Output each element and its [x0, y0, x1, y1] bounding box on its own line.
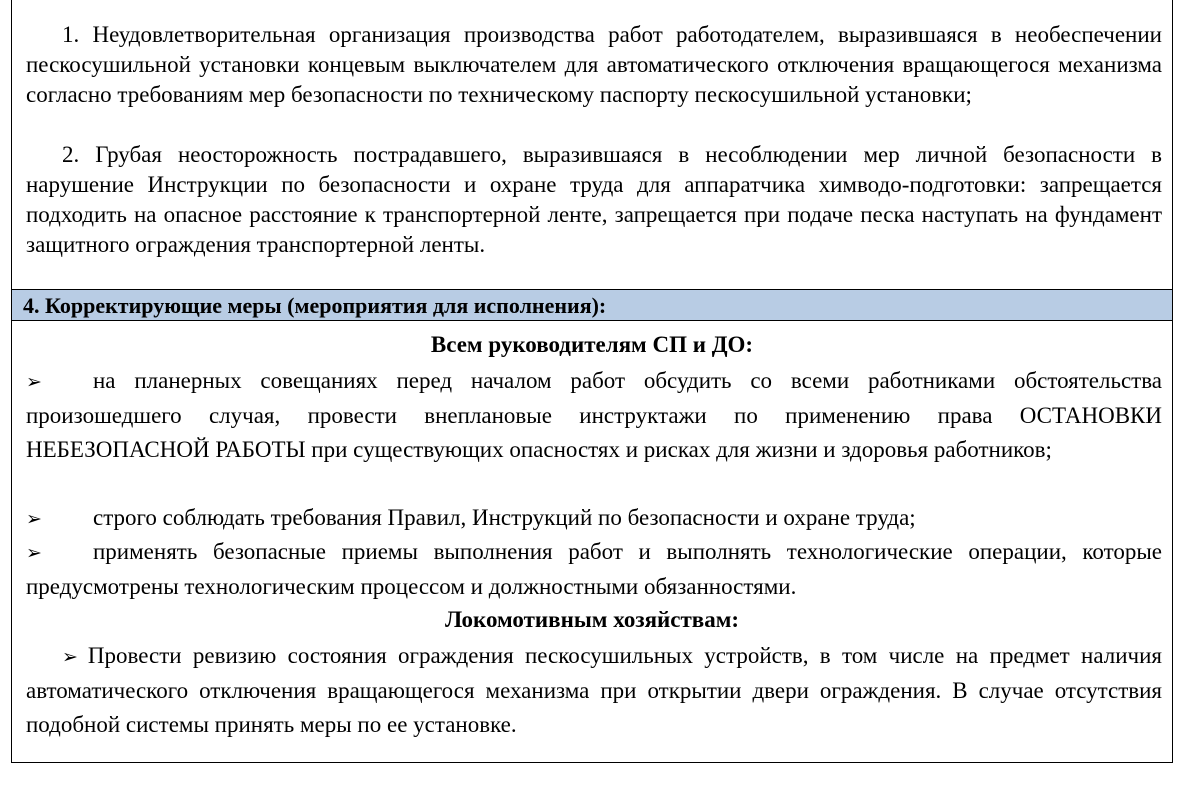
arrow-bullet-icon: ➢	[62, 646, 78, 668]
document-table	[11, 0, 1173, 763]
arrow-bullet-icon: ➢	[26, 542, 42, 564]
list-item-text: Провести ревизию состояния ограждения пескосушильных устройств, в том числе на предмет наличия автоматического отключения вращающегося механизма при открытии двери ограждения. В случае отсутствия подобной системы принять меры по ее установке.	[26, 643, 1162, 737]
list-item-text: строго соблюдать требования Правил, Инструкций по безопасности и охране труда;	[93, 505, 916, 530]
measures-cell	[12, 321, 1172, 763]
group-title-managers: Всем руководителям СП и ДО:	[430, 332, 754, 357]
arrow-bullet-icon: ➢	[26, 371, 42, 393]
list-item-text: на планерных совещаниях перед началом работ обсудить со всеми работниками обстоятельства произошедшего случая, провести внеплановые инструктажи по применению права ОСТАНОВКИ НЕБЕЗОПАСНОЙ РАБОТЫ при существующих опасностях и рисках для жизни и здоровья работников;	[26, 368, 1162, 462]
section-header	[12, 290, 1172, 321]
section-header-title: 4. Корректирующие меры (мероприятия для исполнения):	[23, 293, 607, 318]
cause-item-1: 1. Неудовлетворительная организация производства работ работодателем, выразившаяся в необеспечении пескосушильной установки концевым выключателем для автоматического отключения вращающегося механизма согласно требованиям мер безопасности по техническому паспорту пескосушильной установки;	[26, 22, 1162, 107]
cause-item-2: 2. Грубая неосторожность пострадавшего, выразившаяся в несоблюдении мер личной безопасности в нарушение Инструкции по безопасности и охране труда для аппаратчика химводо-подготовки: запрещается подходить на опасное расстояние к транспортерной ленте, запрещается при подаче песка наступать на фундамент защитного ограждения транспортерной ленты.	[26, 142, 1162, 257]
list-item	[26, 535, 1162, 604]
arrow-bullet-icon: ➢	[26, 508, 42, 530]
list-item	[26, 639, 1162, 742]
group-title-locomotive: Локомотивным хозяйствам:	[444, 607, 740, 632]
list-item	[26, 501, 1162, 536]
list-item-text: применять безопасные приемы выполнения работ и выполнять технологические операции, которые предусмотрены технологическим процессом и должностными обязанностями.	[26, 539, 1162, 599]
list-item	[26, 364, 1162, 467]
causes-cell	[12, 0, 1172, 290]
